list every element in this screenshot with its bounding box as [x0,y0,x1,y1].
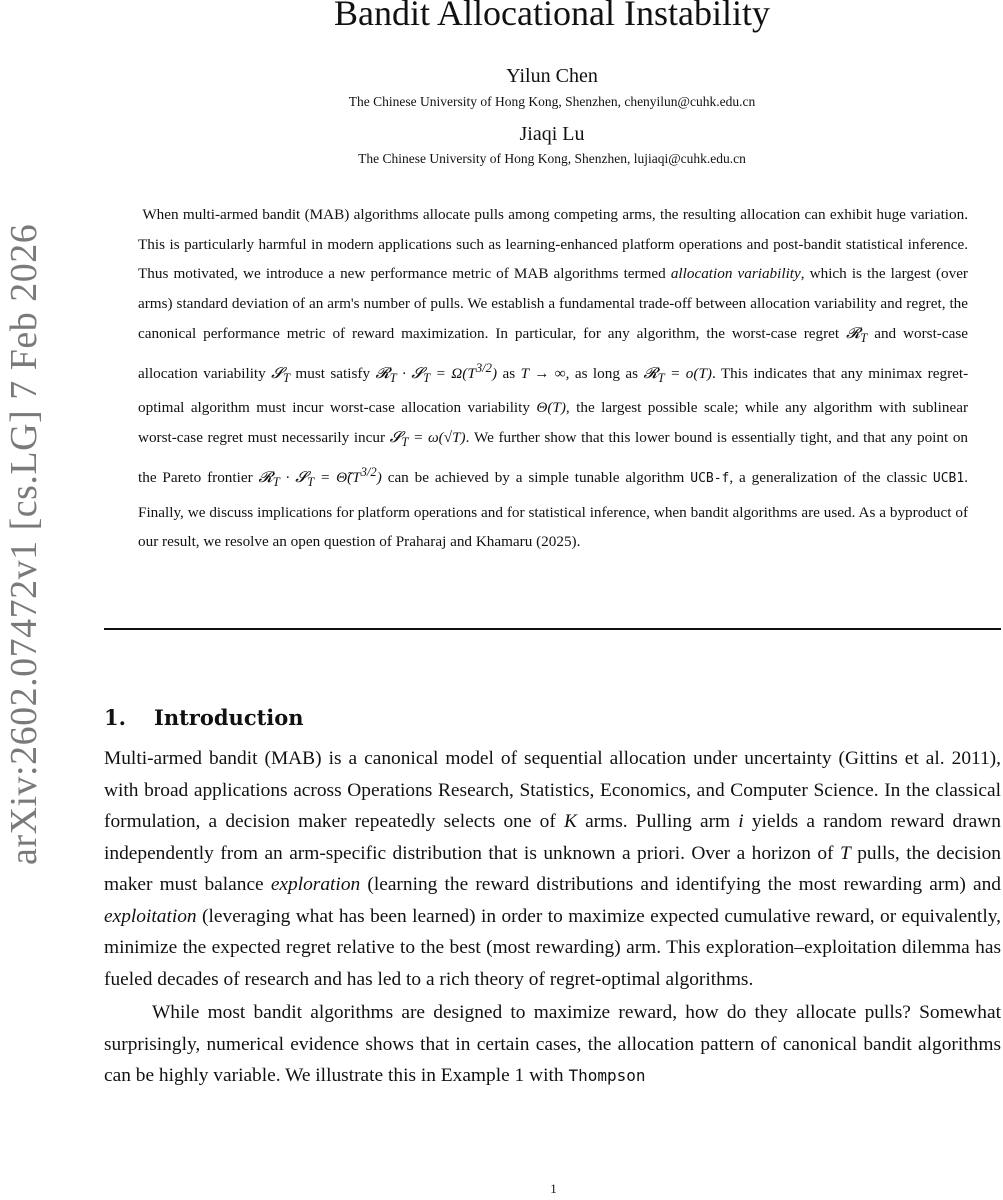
page-number: 1 [550,1181,557,1196]
section-divider-rule [104,628,1001,630]
paragraph: Multi-armed bandit (MAB) is a canonical model of sequential allocation under uncertainty (Gittins et al. 2011), with broad applications across Operations Research, Statistics, Economics, and Computer Science. In the classical formulation, a decision maker repeatedly selects one of K arms. Pulling arm i yields a random reward drawn independently from an arm-specific distribution that is unknown a priori. Over a horizon of T pulls, the decision maker must balance exploration (learning the reward distributions and identifying the most rewarding arm) and exploitation (leveraging what has been learned) in order to maximize expected cumulative reward, or equivalently, minimize the expected regret relative to the best (most rewarding) arm. This exploration–exploitation dilemma has fueled decades of research and has led to a rich theory of regret-optimal algorithms. [104,748,1001,990]
author-name: Jiaqi Lu [519,123,585,145]
paragraph: While most bandit algorithms are designed to maximize reward, how do they allocate pulls? Somewhat surprisingly, numerical evidence shows that in certain cases, the allocation pattern of canonical bandit algorithms can be highly variable. We illustrate this in Example 1 with Thompson [104,1002,1001,1086]
section-heading [104,705,304,730]
algorithm-name: UCB1 [932,470,965,486]
introduction-body [104,743,1001,1092]
arxiv-identifier-stamp: arXiv:2602.07472v1 [cs.LG] 7 Feb 2026 [3,223,45,865]
author-name: Yilun Chen [506,65,598,87]
algorithm-name: UCB-f [690,470,730,486]
paper-title: Bandit Allocational Instability [334,0,770,33]
author-affiliation: The Chinese University of Hong Kong, Shenzhen, lujiaqi@cuhk.edu.cn [358,151,746,166]
section-title: Introduction [154,705,304,730]
algorithm-name: Thompson [568,1066,646,1085]
section-number: 1. [104,705,126,730]
author-affiliation: The Chinese University of Hong Kong, Shenzhen, chenyilun@cuhk.edu.cn [348,94,756,109]
abstract: When multi-armed bandit (MAB) algorithms allocate pulls among competing arms, the resulting allocation can exhibit huge variation. This is particularly harmful in modern applications such as learning-enhanced platform operations and post-bandit statistical inference. Thus motivated, we introduce a new performance metric of MAB algorithms termed allocation variability, which is the largest (over arms) standard deviation of an arm's number of pulls. We establish a fundamental trade-off between allocation variability and regret, the canonical performance metric of reward maximization. In particular, for any algorithm, the worst-case regret 𝓡$_T$ and worst-case allocation variability 𝓢$_T$ must satisfy 𝓡$_T$ · 𝓢$_T$ = $\Omega(T^{3/2})$ as T → ∞, as long as 𝓡$_T$ = o(T). This indicates that any minimax regret-optimal algorithm must incur worst-case allocation variability Θ(T), the largest possible scale; while any algorithm with sublinear worst-case regret must necessarily incur 𝓢$_T$ = ω(√T). We further show that this lower bound is essentially tight, and that any point on the Pareto frontier 𝓡$_T$ · 𝓢$_T$ = $\Thetã(T^{3/2})$ can be achieved by a simple tunable algorithm UCB-f, a generalization of the classic UCB1. Finally, we discuss implications for platform operations and for statistical inference, when bandit algorithms are used. As a byproduct of our result, we resolve an open question of Praharaj and Khamaru (2025). [138,206,969,551]
